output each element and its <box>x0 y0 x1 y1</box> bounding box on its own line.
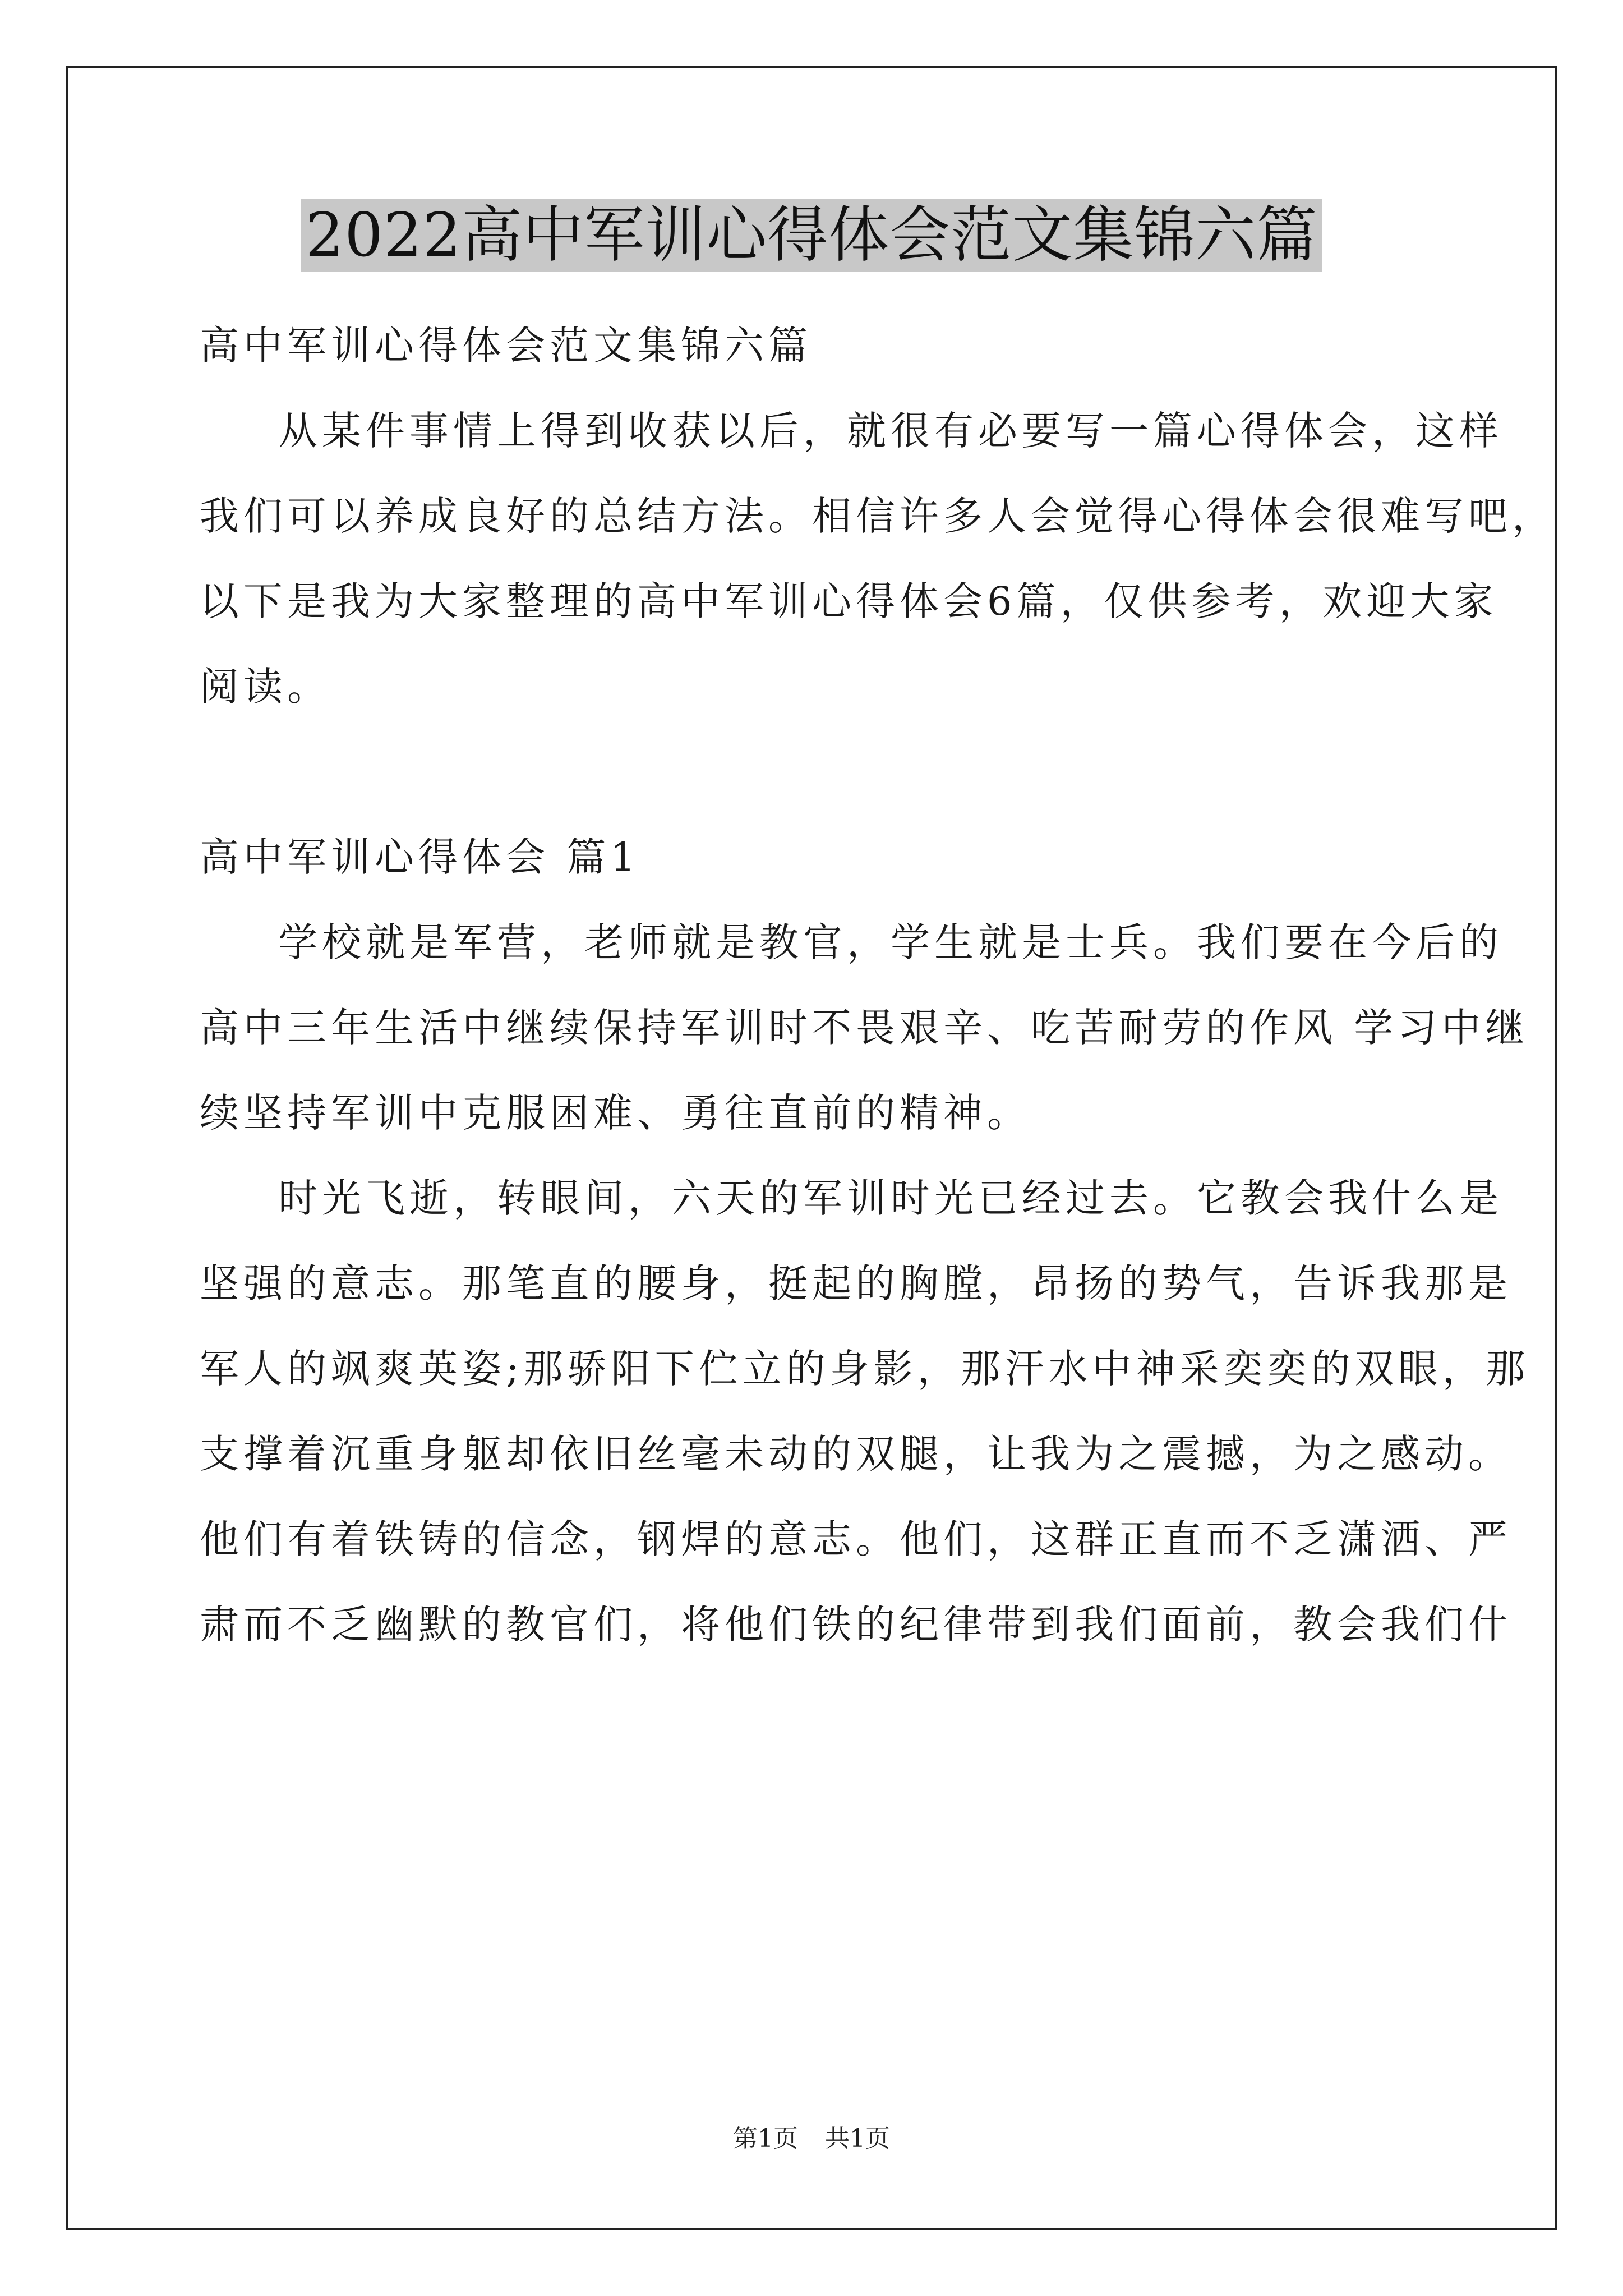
intro-line: 以下是我为大家整理的高中军训心得体会6篇，仅供参考，欢迎大家 <box>200 578 1498 624</box>
page-number: 第1页 <box>733 2124 798 2153</box>
paragraph-line: 时光飞逝，转眼间，六天的军训时光已经过去。它教会我什么是 <box>278 1175 1503 1221</box>
paragraph-line: 军人的飒爽英姿;那骄阳下伫立的身影，那汗水中神采奕奕的双眼，那 <box>200 1346 1530 1392</box>
page-total: 共1页 <box>825 2124 890 2153</box>
paragraph-line: 续坚持军训中克服困难、勇往直前的精神。 <box>200 1090 1031 1136</box>
document-title: 2022高中军训心得体会范文集锦六篇 <box>301 199 1322 272</box>
paragraph-line: 学校就是军营，老师就是教官，学生就是士兵。我们要在今后的 <box>278 919 1503 965</box>
title-block <box>0 199 1623 272</box>
paragraph-line: 坚强的意志。那笔直的腰身，挺起的胸膛，昂扬的势气，告诉我那是 <box>200 1260 1512 1306</box>
intro-line: 从某件事情上得到收获以后，就很有必要写一篇心得体会，这样 <box>278 408 1503 454</box>
intro-line: 阅读。 <box>200 664 331 710</box>
paragraph-line: 支撑着沉重身躯却依旧丝毫未动的双腿，让我为之震撼，为之感动。 <box>200 1431 1512 1477</box>
paragraph-line: 高中三年生活中继续保持军训时不畏艰辛、吃苦耐劳的作风 学习中继 <box>200 1005 1529 1051</box>
paragraph-line: 肃而不乏幽默的教官们，将他们铁的纪律带到我们面前，教会我们什 <box>200 1602 1512 1648</box>
document-body <box>200 303 1556 1667</box>
page-footer <box>0 2123 1623 2155</box>
document-subtitle: 高中军训心得体会范文集锦六篇 <box>200 323 812 369</box>
intro-line: 我们可以养成良好的总结方法。相信许多人会觉得心得体会很难写吧， <box>200 493 1556 539</box>
section-heading: 高中军训心得体会 篇1 <box>200 834 640 880</box>
blank-line <box>200 729 1428 815</box>
paragraph-line: 他们有着铁铸的信念，钢焊的意志。他们，这群正直而不乏潇洒、严 <box>200 1516 1512 1562</box>
